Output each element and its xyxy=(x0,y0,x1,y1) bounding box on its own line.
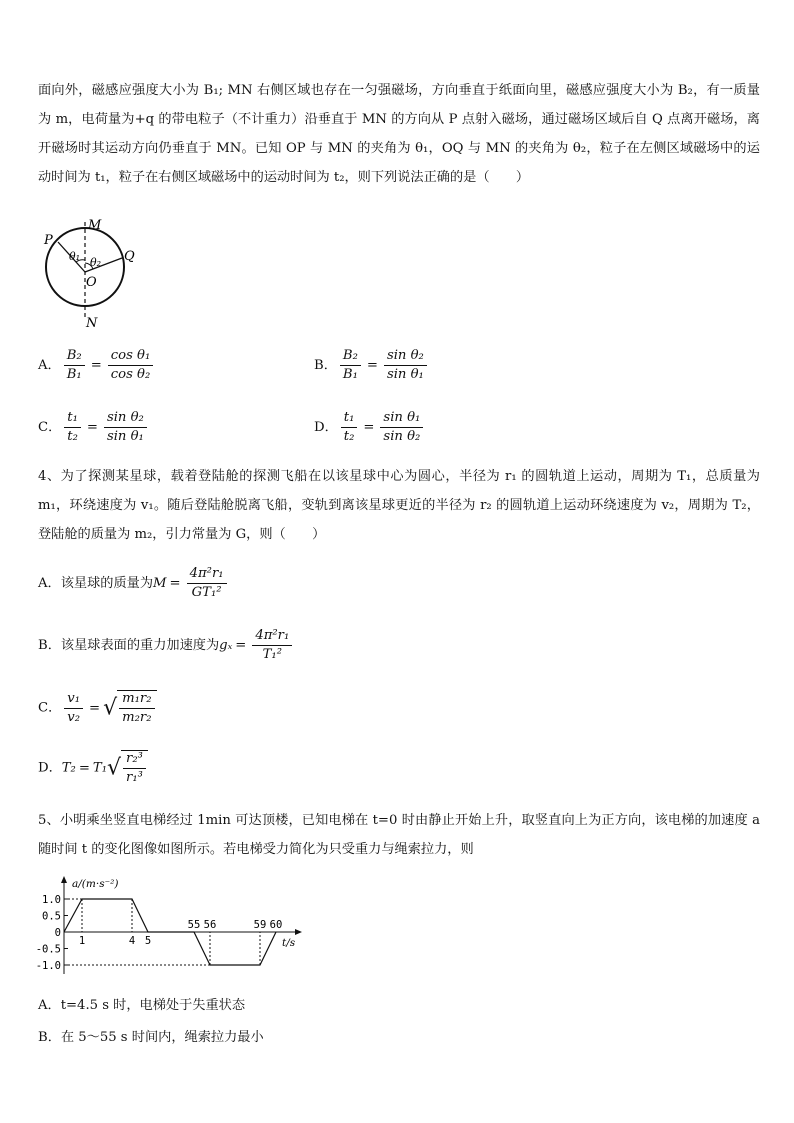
x-tick-label: 60 xyxy=(269,919,283,931)
q5-option-a[interactable]: A．t=4.5 s 时，电梯处于失重状态 xyxy=(38,998,246,1013)
y-tick-label: -0.5 xyxy=(36,943,61,956)
q3-option-a[interactable]: A． $\frac{\text{B₂}}{\text{B₁}}$ = $\frac{\text{cos θ₁}}{\text{cos θ₂}}$ xyxy=(38,348,156,383)
label-p: P xyxy=(44,233,53,248)
y-axis-label: a/(m·s⁻²) xyxy=(72,878,119,890)
q5-stem: 5、小明乘坐竖直电梯经过 1min 可达顶楼，已知电梯在 t=0 时由静止开始上升，取竖直向上为正方向，该电梯的加速度 a 随时间 t 的变化图像如图所示。若电梯受力简化为只受重力与绳索拉力，则 xyxy=(38,813,760,857)
y-tick-label: -1.0 xyxy=(36,960,61,972)
y-tick-label: 0 xyxy=(54,927,61,939)
label-o: O xyxy=(86,275,97,290)
x-axis-arrow xyxy=(295,929,302,935)
label-theta1: θ₁ xyxy=(69,250,81,263)
q3-option-c[interactable]: C． $\frac{\text{t₁}}{\text{t₂}}$ = $\frac{\text{sin θ₂}}{\text{sin θ₁}}$ xyxy=(38,410,150,445)
q3-stem: 面向外，磁感应强度大小为 B₁; MN 右侧区域也存在一匀强磁场，方向垂直于纸面向里，磁感应强度大小为 B₂，有一质量为 m，电荷量为+q 的带电粒子（不计重力）沿垂直于 MN 的方向从 P 点射入磁场，通过磁场区域后自 Q 点离开磁场，离开磁场时其运动方向仍垂直于 MN。已知 OP 与 MN 的夹角为 θ₁，OQ 与 MN 的夹角为 θ₂，粒子在左侧区域磁场中的运动时间为 t₁，粒子在右侧区域磁场中的运动时间为 t₂，则下列说法正确的是（ ） xyxy=(38,83,760,185)
y-tick-label: 1.0 xyxy=(42,894,61,906)
label-q: Q xyxy=(124,249,135,264)
q3-option-d[interactable]: D． $\frac{\text{t₁}}{\text{t₂}}$ = $\frac{\text{sin θ₁}}{\text{sin θ₂}}$ xyxy=(314,410,426,445)
x-tick-label: 4 xyxy=(128,935,136,947)
x-tick-label: 5 xyxy=(144,935,152,947)
q4-option-b[interactable]: B．该星球表面的重力加速度为gₓ = $\frac{\text{4π²r₁}}{\text{T₁²}}$ xyxy=(38,628,295,663)
q4-option-c[interactable]: C． $\frac{\text{v₁}}{\text{v₂}}$ = √ $\frac{\text{m₁r₂}}{\text{m₂r₂}}$ xyxy=(38,690,157,726)
q5-option-b[interactable]: B．在 5～55 s 时间内，绳索拉力最小 xyxy=(38,1030,264,1045)
magnetic-field-diagram xyxy=(38,214,148,334)
label-theta2: θ₂ xyxy=(90,256,102,269)
acceleration-time-chart xyxy=(36,874,316,974)
label-n: N xyxy=(86,316,98,331)
y-tick-label: 0.5 xyxy=(42,910,61,923)
q4-stem: 4、为了探测某星球，载着登陆舱的探测飞船在以该星球中心为圆心，半径为 r₁ 的圆轨道上运动，周期为 T₁，总质量为 m₁，环绕速度为 v₁。随后登陆舱脱离飞船，变轨到离该星球更近的半径为 r₂ 的圆轨道上运动环绕速度为 v₂，周期为 T₂，登陆舱的质量为 m₂，引力常量为 G，则（ ） xyxy=(38,469,760,542)
x-axis-label: t/s xyxy=(282,937,296,949)
x-tick-label: 59 xyxy=(253,919,267,931)
x-tick-label: 56 xyxy=(203,919,217,931)
q3-option-b[interactable]: B． $\frac{\text{B₂}}{\text{B₁}}$ = $\frac{\text{sin θ₂}}{\text{sin θ₁}}$ xyxy=(314,348,430,383)
y-axis-arrow xyxy=(61,876,67,883)
q4-option-d[interactable]: D．T₂ = T₁√ $\frac{\text{r₂³}}{\text{r₁³}}$ xyxy=(38,750,148,786)
label-m: M xyxy=(88,218,102,233)
x-tick-label: 1 xyxy=(78,935,86,947)
q4-option-a[interactable]: A．该星球的质量为M = $\frac{\text{4π²r₁}}{\text{GT₁²}}$ xyxy=(38,566,230,601)
x-tick-label: 55 xyxy=(187,919,201,931)
